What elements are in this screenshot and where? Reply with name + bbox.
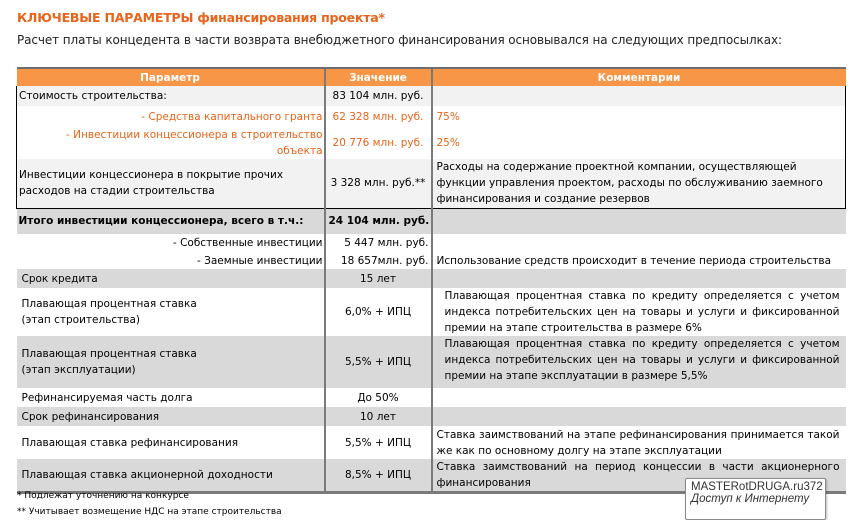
- table-row: [17, 106, 846, 127]
- param-line-2: (этап строительства): [21, 314, 140, 326]
- comment-cell: Использование средств происходит в течение периода строительства: [436, 254, 832, 267]
- comment-cell: [432, 407, 846, 426]
- page-subtitle: Расчет платы концедента в части возврата внебюджетного финансирования основывался на следующих предпосылках:: [17, 33, 782, 47]
- network-name: MASTERotDRUGA.ru372: [691, 481, 823, 493]
- table-row: [17, 426, 846, 459]
- table-row: [17, 234, 846, 252]
- comment-cell: [432, 208, 846, 234]
- value-cell: 6,0% + ИПЦ: [325, 288, 432, 336]
- table-header-row: [17, 68, 846, 86]
- column-header-value: Значение: [325, 68, 432, 86]
- param-cell: Срок рефинансирования: [21, 410, 160, 423]
- param-cell: Плавающая ставка акционерной доходности: [17, 459, 325, 493]
- value-cell: 3 328 млн. руб.**: [325, 159, 432, 208]
- table-row: [17, 159, 846, 208]
- param-cell: [17, 336, 325, 388]
- value-cell: 5 447 млн. руб.: [325, 234, 432, 252]
- financing-parameters-table: [16, 67, 846, 494]
- comment-cell: [432, 86, 846, 106]
- param-cell: - Заемные инвестиции: [197, 254, 323, 267]
- comment-cell: Расходы на содержание проектной компании, осуществляющей функции управления проектом, расходы по обслуживанию заемного финансирования и создание резервов: [432, 159, 846, 208]
- param-cell: [17, 288, 325, 336]
- comment-cell: [432, 234, 846, 252]
- value-cell: 8,5% + ИПЦ: [325, 459, 432, 493]
- param-cell: Рефинансируемая часть долга: [21, 391, 193, 404]
- value-cell: 18 657млн. руб.: [325, 252, 432, 269]
- table-row: [17, 252, 846, 269]
- param-cell: Итого инвестиции концессионера, всего в т.ч.:: [18, 215, 304, 228]
- comment-cell: 25%: [432, 127, 846, 159]
- param-cell: - Собственные инвестиции: [172, 237, 323, 249]
- footnote-1: * Подлежат уточнению на конкурсе: [17, 491, 189, 501]
- param-cell: Срок кредита: [21, 272, 98, 285]
- param-cell: Стоимость строительства:: [17, 86, 325, 106]
- value-cell: 5,5% + ИПЦ: [325, 426, 432, 459]
- table-row: [17, 288, 846, 336]
- comment-cell: [432, 269, 846, 288]
- table-row: [17, 407, 846, 426]
- value-cell: 20 776 млн. руб.: [325, 127, 432, 159]
- comment-cell: Плавающая процентная ставка по кредиту определяется с учетом индекса потребительских цен на товары и услуги и фиксированной премии на этапе эксплуатации в размере 5,5%: [444, 338, 840, 382]
- comment-cell: Ставка заимствований на период концессии в части акционерного финансирования: [432, 459, 846, 493]
- comment-cell: [432, 388, 846, 407]
- footnote-2: ** Учитывает возмещение НДС на этапе строительства: [17, 507, 282, 517]
- param-line-2: (этап эксплуатации): [21, 364, 136, 376]
- value-cell: 15 лет: [325, 269, 432, 288]
- comment-cell: Плавающая процентная ставка по кредиту определяется с учетом индекса потребительских цен на товары и услуги и фиксированной премии на этапе строительства в размере 6%: [444, 290, 840, 334]
- value-cell: До 50%: [325, 388, 432, 407]
- value-cell: 62 328 млн. руб.: [325, 106, 432, 127]
- table-row: [17, 336, 846, 388]
- param-line-1: Плавающая процентная ставка: [21, 348, 197, 360]
- value-cell: 83 104 млн. руб.: [325, 86, 432, 106]
- value-cell: 10 лет: [325, 407, 432, 426]
- column-header-comments: Комментарии: [432, 68, 846, 86]
- param-cell: Плавающая ставка рефинансирования: [21, 436, 239, 449]
- table-row: [17, 388, 846, 407]
- table-row: [17, 86, 846, 106]
- comment-cell: 75%: [432, 106, 846, 127]
- table-row: [17, 127, 846, 159]
- comment-cell: Ставка заимствований на этапе рефинансирования принимается такой же как по основному долгу на этапе эксплуатации: [436, 428, 840, 457]
- page-title: КЛЮЧЕВЫЕ ПАРАМЕТРЫ финансирования проекта*: [17, 10, 385, 25]
- param-line-1: Плавающая процентная ставка: [21, 298, 197, 310]
- param-cell: - Инвестиции концессионера в строительство объекта: [17, 127, 325, 159]
- value-cell: 24 104 млн. руб.: [325, 208, 432, 234]
- table-row: [17, 269, 846, 288]
- table-row-total: [17, 208, 846, 234]
- param-cell: Инвестиции концессионера в покрытие прочих расходов на стадии строительства: [17, 159, 325, 208]
- network-tooltip: [685, 478, 826, 520]
- value-cell: 5,5% + ИПЦ: [325, 336, 432, 388]
- network-status: Доступ к Интернету: [691, 493, 810, 505]
- param-cell: - Средства капитального гранта: [17, 106, 325, 127]
- column-header-parameter: Параметр: [17, 68, 325, 86]
